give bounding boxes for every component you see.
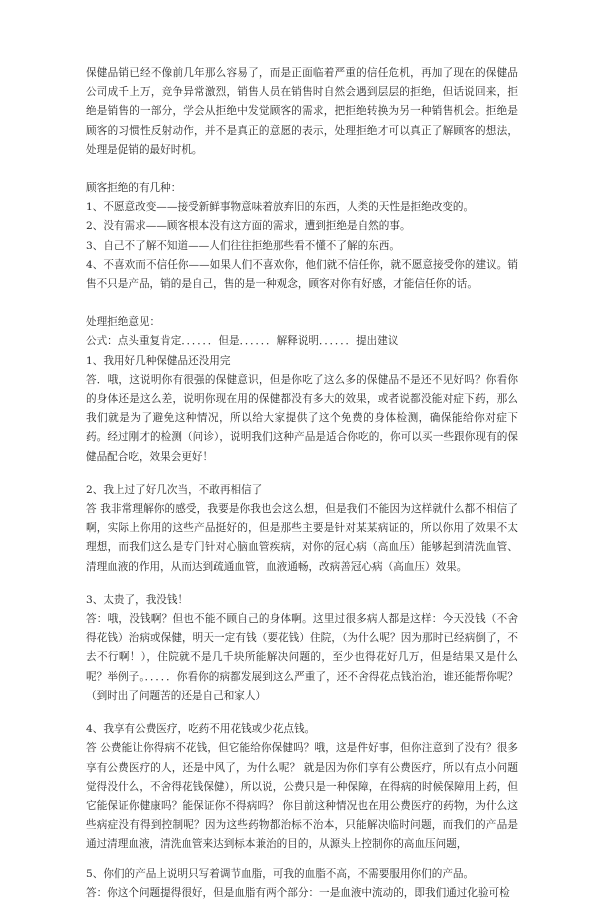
case-answer: 答 公费能让你得病不花钱，但它能给你保健吗？哦，这是件好事，但你注意到了没有？很多享有公费医疗的人，还是中风了，为什么呢？ 就是因为你们享有公费医疗，所以有点小问题觉得没什么，不舍得花钱保健），所以说，公费只是一种保障，在得病的时候保障用上药，但它能保证你健康吗？能保证你不得病吗？ 你目前这种情况也在用公费医疗的药物，为什么这些病症没有得到控制呢？因为这些药物都治标不治本，只能解决临时问题，而我们的产品是通过清理血液，清洗血管来达到标本兼治的目的，从源头上控制你的高血压问题， [86, 742, 518, 851]
case-heading: 2、我上过了好几次当，不敢再相信了 [86, 483, 263, 496]
case-4 [86, 720, 518, 854]
case-1 [86, 352, 518, 467]
handling-section [86, 313, 518, 903]
case-answer: 答 我非常理解你的感受，我要是你我也会这么想，但是我们不能因为这样就什么都不相信了啊，实际上你用的这些产品挺好的，但是那些主要是针对某某病证的，所以你用了效果不太理想，而我们这么是专门针对心脑血管疾病，对你的冠心病（高血压）能够起到清洗血管、清理血液的作用，从而达到疏通血管，血液通畅，改病善冠心病（高血压）效果。 [86, 503, 518, 573]
case-heading: 1、我用好几种保健品还没用完 [86, 354, 231, 367]
document-page [86, 64, 518, 903]
case-answer: 答：哦，没钱啊？但也不能不顾自己的身体啊。这里过很多病人都是这样：今天没钱（不舍得花钱）治病或保健，明天一定有钱（要花钱）住院，（为什么呢？因为那时已经病倒了，不去不行啊！），住院就不是几千块所能解决问题的，至少也得花好几万，但是结果又是什么呢？举例子。．．．．．你看你的病都发展到这么严重了，还不舍得花点钱治治，谁还能帮你呢？（到时出了问题苦的还是自己和家人） [86, 613, 518, 702]
intro-paragraph: 保健品销已经不像前几年那么容易了，而是正面临着严重的信任危机，再加了现在的保健品公司成千上万，竞争异常激烈，销售人员在销售时自然会遇到层层的拒绝，但话说回来，拒绝是销售的一部分，学会从拒绝中发觉顾客的需求，把拒绝转换为另一种销售机会。拒绝是顾客的习惯性反射动作，并不是真正的意愿的表示，处理拒绝才可以真正了解顾客的想法，处理是促销的最好时机。 [86, 67, 518, 156]
case-5 [86, 865, 518, 903]
reason-item-3: 3、自己不了解不知道——人们往往拒绝那些看不懂不了解的东西。 [86, 239, 400, 252]
case-answer: 答．哦，这说明你有很强的保健意识，但是你吃了这么多的保健品不是还不见好吗？你看你的身体还是这么差，说明你现在用的保健都没有多大的效果，或者说都没能对症下药，那么我们就是为了避免这种情况，所以给大家提供了这个免费的身体检测，确保能给你对症下药。经过刚才的检测（问诊），说明我们这种产品是适合你吃的，你可以买一些跟你现有的保健品配合吃，效果会更好！ [86, 373, 518, 463]
spacer [86, 294, 518, 313]
spacer [86, 855, 518, 865]
reason-item-4: 4、不喜欢而不信任你——如果人们不喜欢你，他们就不信任你，就不愿意接受你的建议。销售不只是产品，销的是自己，售的是一种观念，顾客对你有好感，才能信任你的话。 [86, 258, 518, 291]
reason-item-1: 1、不愿意改变——接受新鲜事物意味着放弃旧的东西，人类的天性是拒绝改变的。 [86, 201, 475, 214]
spacer [86, 160, 518, 179]
case-answer: 答：你这个问题提得很好，但是血脂有两个部分：一是血液中流动的，即我们通过化验可检 [86, 886, 510, 899]
case-heading: 4、我享有公费医疗，吃药不用花钱或少花点钱。 [86, 723, 316, 736]
spacer [86, 467, 518, 481]
spacer [86, 706, 518, 720]
reasons-title: 顾客拒绝的有几种： [86, 182, 182, 195]
spacer [86, 577, 518, 591]
reason-item-2: 2、没有需求——顾客根本没有这方面的需求，遭到拒绝是自然的事。 [86, 220, 411, 233]
case-3 [86, 591, 518, 706]
case-2 [86, 481, 518, 577]
handling-title: 处理拒绝意见： [86, 316, 161, 329]
case-heading: 5、你们的产品上说明只写着调节血脂，可我的血脂不高，不需要服用你们的产品。 [86, 867, 475, 880]
case-heading: 3、太贵了，我没钱！ [86, 593, 189, 606]
reasons-section [86, 179, 518, 294]
handling-formula: 公式：点头重复肯定．．．．．．但是．．．．．．解释说明．．．．．．提出建议 [86, 335, 399, 348]
